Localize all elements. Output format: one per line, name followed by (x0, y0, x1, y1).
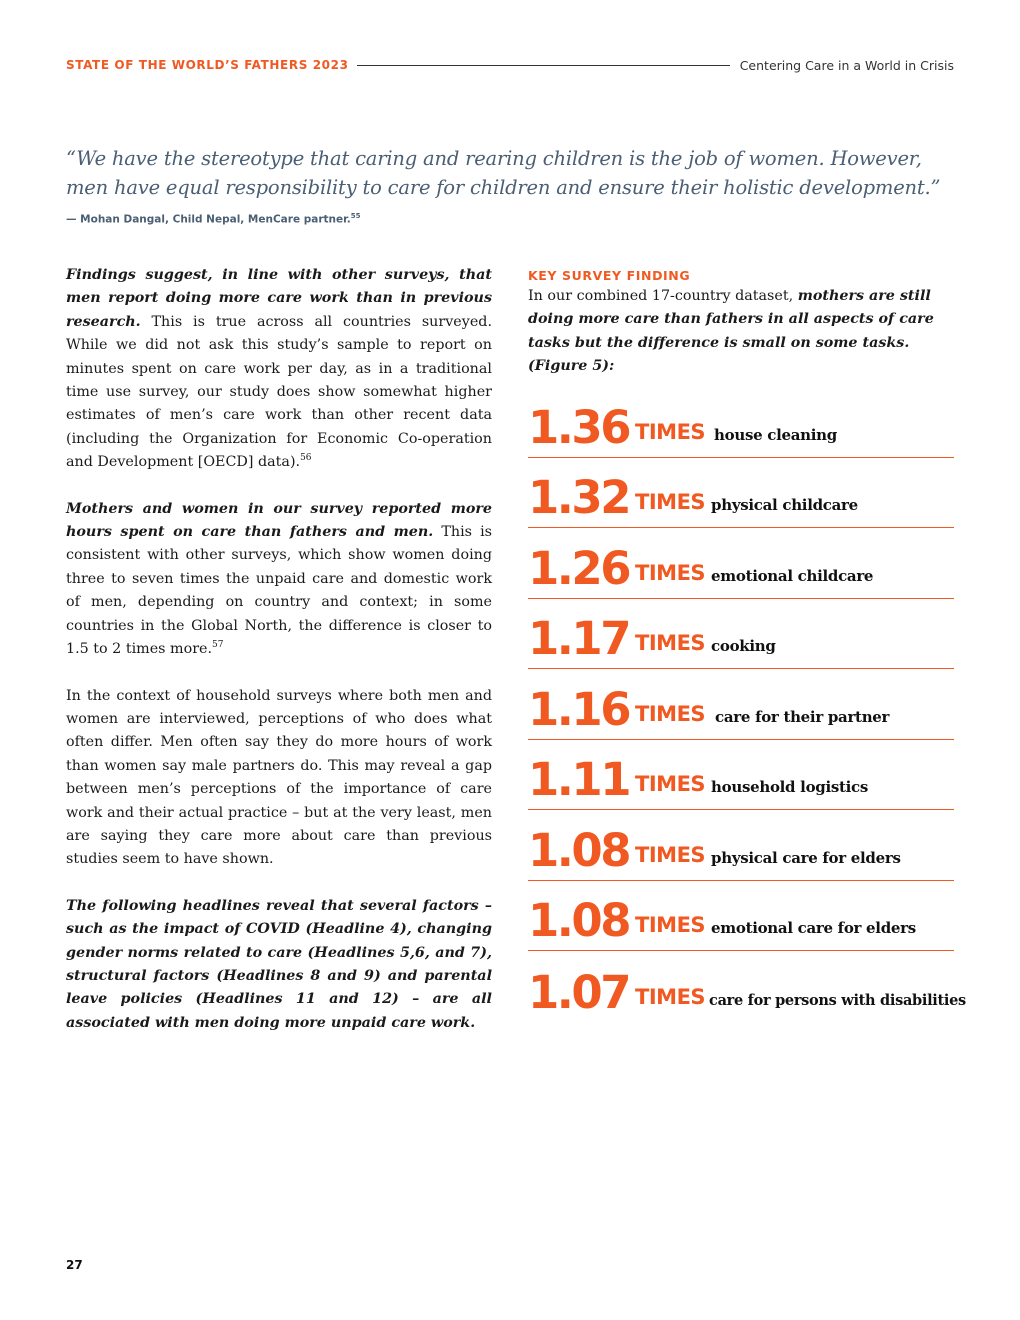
page-number: 27 (66, 1258, 83, 1272)
stat-row (528, 669, 954, 740)
paragraph-body: This is consistent with other surveys, which show women doing three to seven times the unpaid care and domestic work of men, depending on country and context; in some countries in the Global North, the difference is closer to 1.5 to 2 times more. (66, 524, 492, 658)
stat-label: care for their partner (715, 707, 890, 726)
stat-value: 1.11 (528, 753, 630, 806)
stat-row (528, 810, 954, 881)
stat-row (528, 881, 954, 952)
stat-label: care for persons with disabilities (709, 991, 966, 1009)
paragraph-findings (66, 264, 492, 475)
stat-row (528, 458, 954, 529)
stat-times: TIMES (635, 772, 706, 796)
paragraph-perceptions: In the context of household surveys where both men and women are interviewed, perceptions of who does what often differ. Men often say they do more hours of work than women say male partners do. This may reveal a gap between men’s perceptions of the importance of care work and their actual practice – but at the very least, men are saying they care more about care than previous studies seem to have shown. (66, 687, 492, 868)
footnote-ref: 56 (300, 453, 312, 464)
stat-times: TIMES (635, 490, 706, 514)
stat-row (528, 599, 954, 670)
stat-times: TIMES (635, 560, 706, 585)
stat-times: TIMES (635, 842, 706, 867)
stat-value: 1.17 (528, 612, 630, 665)
intro-emphasis: mothers are still doing more care than fathers in all aspects of care tasks but the difference is small on some tasks. (Figure 5): (528, 288, 934, 375)
paragraph-headlines: The following headlines reveal that several factors – such as the impact of COVID (Headline 4), changing gender norms related to care (Headlines 5,6, and 7), structural factors (Headlines 8 and 9) and parental leave policies (Headlines 11 and 12) – are all associated with men doing more unpaid care work. (66, 897, 492, 1031)
page-header (66, 56, 954, 74)
stat-value: 1.07 (528, 965, 630, 1019)
paragraph-lead: Mothers and women in our survey reported more hours spent on care than fathers and men. (66, 500, 492, 541)
stat-times: TIMES (635, 419, 706, 444)
stat-label: emotional care for elders (711, 919, 916, 937)
key-finding-intro (528, 285, 954, 379)
stat-row (528, 387, 954, 458)
key-finding-panel (528, 264, 966, 1019)
stat-label: emotional childcare (711, 566, 874, 585)
paragraph-body: This is true across all countries surveyed. While we did not ask this study’s sample to report on minutes spent on care work per day, as in a traditional time use survey, our study does show somewhat higher estimates of men’s care work than other recent data (including the Organization for Economic Co-operation and Development [OECD] data). (66, 313, 492, 471)
paragraph-lead: Findings suggest, in line with other surveys, that men report doing more care work than in previous research. (66, 267, 492, 330)
header-rule (357, 65, 730, 66)
stat-times: TIMES (635, 984, 706, 1009)
stat-value: 1.16 (528, 682, 630, 736)
report-title: STATE OF THE WORLD’S FATHERS 2023 (66, 58, 349, 72)
stat-value: 1.32 (528, 471, 630, 524)
stat-value: 1.08 (528, 823, 630, 877)
paragraph-mothers (66, 498, 492, 662)
attribution-footnote-ref: 55 (350, 212, 361, 220)
stat-times: TIMES (635, 631, 706, 655)
quote-attribution (66, 212, 361, 226)
stat-times: TIMES (635, 701, 706, 726)
stat-value: 1.08 (528, 894, 630, 947)
attribution-text: — Mohan Dangal, Child Nepal, MenCare partner. (66, 213, 351, 226)
body-text-column (66, 264, 492, 1058)
key-finding-kicker: KEY SURVEY FINDING (528, 268, 691, 283)
stat-row (528, 740, 954, 811)
stats-list (528, 387, 966, 1022)
intro-plain: In our combined 17-country dataset, (528, 288, 798, 304)
stat-row (528, 528, 954, 599)
stat-label: household logistics (711, 778, 869, 796)
footnote-ref: 57 (212, 640, 224, 651)
stat-label: physical childcare (711, 496, 858, 514)
pull-quote: “We have the stereotype that caring and rearing children is the job of women. However, men have equal responsibility to care for children and ensure their holistic development.” (66, 147, 941, 199)
report-subtitle: Centering Care in a World in Crisis (739, 57, 954, 73)
stat-label: house cleaning (714, 425, 837, 444)
stat-value: 1.26 (528, 541, 630, 595)
stat-times: TIMES (635, 913, 706, 937)
stat-label: physical care for elders (711, 848, 901, 867)
stat-value: 1.36 (528, 400, 630, 454)
stat-row (528, 951, 966, 1022)
stat-label: cooking (711, 637, 776, 655)
